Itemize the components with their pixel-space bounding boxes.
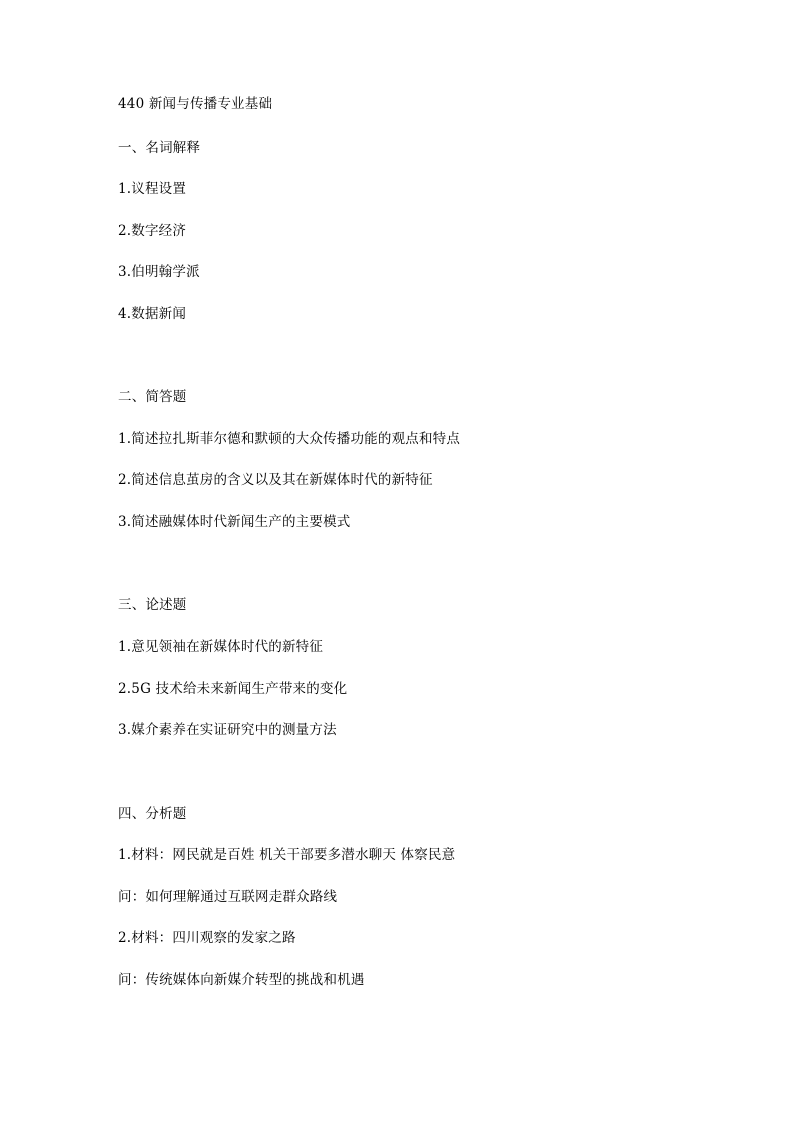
question-item: 问：如何理解通过互联网走群众路线 xyxy=(118,889,338,905)
question-item: 问：传统媒体向新媒介转型的挑战和机遇 xyxy=(118,972,365,988)
question-item: 1.材料：网民就是百姓 机关干部要多潜水聊天 体察民意 xyxy=(118,847,456,863)
question-item: 2.数字经济 xyxy=(118,223,187,239)
question-item: 2.简述信息茧房的含义以及其在新媒体时代的新特征 xyxy=(118,472,433,488)
question-item: 2.5G 技术给未来新闻生产带来的变化 xyxy=(118,681,348,697)
section-heading-short-answer: 二、简答题 xyxy=(118,389,187,405)
document-title: 440 新闻与传播专业基础 xyxy=(118,96,273,112)
section-heading-terms: 一、名词解释 xyxy=(118,140,201,156)
question-item: 3.伯明翰学派 xyxy=(118,264,200,280)
question-item: 4.数据新闻 xyxy=(118,306,187,322)
question-item: 2.材料：四川观察的发家之路 xyxy=(118,930,296,946)
question-item: 1.议程设置 xyxy=(118,181,187,197)
section-heading-analysis: 四、分析题 xyxy=(118,806,187,822)
section-heading-essay: 三、论述题 xyxy=(118,597,187,613)
question-item: 1.简述拉扎斯菲尔德和默顿的大众传播功能的观点和特点 xyxy=(118,431,461,447)
question-item: 3.媒介素养在实证研究中的测量方法 xyxy=(118,722,337,738)
question-item: 3.简述融媒体时代新闻生产的主要模式 xyxy=(118,514,351,530)
question-item: 1.意见领袖在新媒体时代的新特征 xyxy=(118,639,324,655)
